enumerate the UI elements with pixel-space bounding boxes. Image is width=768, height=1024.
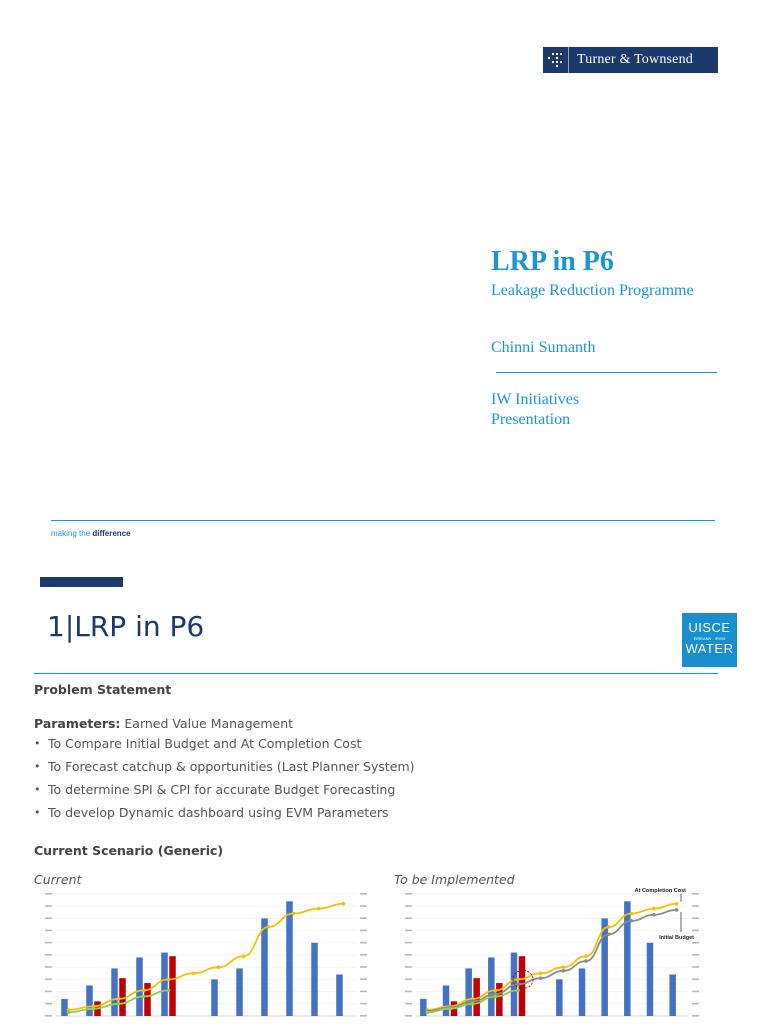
line-point — [539, 972, 543, 976]
y2-tick-label — [360, 893, 367, 895]
line-point — [217, 965, 221, 969]
bar — [601, 918, 608, 1016]
chart-implemented-label: To be Implemented — [394, 872, 515, 887]
bar — [556, 979, 563, 1016]
line-point — [562, 965, 566, 969]
y2-tick-label — [360, 942, 367, 944]
annotation-initial-budget: Initial Budget — [659, 935, 694, 941]
bar — [161, 953, 168, 1016]
line-point — [516, 989, 520, 993]
line-point — [607, 925, 611, 929]
y2-tick-label — [360, 978, 367, 980]
objective-list — [34, 736, 415, 828]
y2-tick-label — [692, 978, 699, 980]
bar — [443, 986, 450, 1017]
y2-tick-label — [692, 917, 699, 919]
line-point — [142, 995, 146, 999]
line-point — [117, 997, 121, 1001]
line-point — [448, 1007, 452, 1011]
line-point — [92, 1007, 96, 1011]
logo-line-3: WATER — [685, 641, 734, 656]
y-tick-label — [405, 966, 412, 968]
line-point — [675, 902, 679, 906]
line-point — [292, 912, 296, 916]
bar — [624, 901, 631, 1016]
annotation-at-completion-cost: At Completion Cost — [634, 888, 686, 894]
bar — [236, 968, 243, 1016]
bar — [336, 975, 343, 1016]
y-tick-label — [405, 893, 412, 895]
bar — [669, 975, 676, 1016]
line-point — [471, 1002, 475, 1006]
line-point — [584, 959, 588, 963]
event-line-2: Presentation — [491, 411, 571, 428]
tagline-prefix: making the — [51, 529, 93, 538]
y2-tick-label — [360, 954, 367, 956]
logo-text: Turner & Townsend — [577, 52, 693, 67]
presentation-subtitle: Leakage Reduction Programme — [491, 282, 694, 299]
bar — [311, 943, 318, 1016]
slide-title-divider — [34, 673, 718, 674]
line-point — [516, 982, 520, 986]
line-point — [67, 1011, 71, 1015]
y2-tick-label — [692, 905, 699, 907]
y-tick-label — [405, 954, 412, 956]
y-tick-label — [405, 978, 412, 980]
author-divider — [496, 372, 717, 373]
line-point — [675, 908, 679, 912]
bar — [61, 999, 68, 1016]
chart-implemented-svg — [394, 888, 714, 1024]
line-point — [117, 1002, 121, 1006]
line-point — [652, 913, 656, 917]
y-tick-label — [405, 930, 412, 932]
line-point — [494, 989, 498, 993]
author-name: Chinni Sumanth — [491, 339, 596, 356]
y-tick-label — [405, 917, 412, 919]
line-point — [652, 907, 656, 911]
y-tick-label — [45, 966, 52, 968]
line-point — [267, 925, 271, 929]
y-tick-label — [405, 1003, 412, 1005]
y-tick-label — [405, 1015, 412, 1017]
y-tick-label — [45, 1003, 52, 1005]
parameters-label: Parameters: — [34, 716, 121, 731]
slide-title: 1|LRP in P6 — [47, 610, 205, 643]
line-point — [584, 954, 588, 958]
line-point — [630, 919, 634, 923]
line-point — [539, 976, 543, 980]
bar — [111, 968, 118, 1016]
y2-tick-label — [692, 991, 699, 993]
y2-tick-label — [360, 966, 367, 968]
line-point — [342, 902, 346, 906]
chart-implemented — [394, 888, 714, 1024]
y2-tick-label — [360, 905, 367, 907]
y-tick-label — [45, 1015, 52, 1017]
chart-current-svg — [34, 888, 380, 1024]
list-item: • To Compare Initial Budget and At Completion Cost — [34, 736, 415, 759]
y2-tick-label — [360, 930, 367, 932]
y2-tick-label — [360, 1003, 367, 1005]
y-tick-label — [45, 905, 52, 907]
line-point — [317, 907, 321, 911]
y2-tick-label — [692, 1003, 699, 1005]
line-point — [494, 995, 498, 999]
uisce-eireann-logo — [682, 613, 737, 667]
bar — [420, 999, 427, 1016]
y2-tick-label — [360, 991, 367, 993]
logo-line-1: UISCE — [688, 620, 731, 635]
y-tick-label — [45, 978, 52, 980]
scenario-heading: Current Scenario (Generic) — [34, 843, 224, 858]
chart-current-label: Current — [34, 872, 82, 887]
bar — [286, 901, 293, 1016]
bar — [519, 956, 526, 1016]
line-point — [516, 978, 520, 982]
problem-heading: Problem Statement — [34, 682, 172, 697]
y-tick-label — [405, 942, 412, 944]
y-tick-label — [45, 954, 52, 956]
line-point — [167, 989, 171, 993]
bar — [211, 979, 218, 1016]
list-item: • To Forecast catchup & opportunities (Last Planner System) — [34, 759, 415, 782]
bar — [465, 968, 472, 1016]
turner-townsend-mark-icon — [543, 47, 569, 73]
line-point — [426, 1011, 430, 1015]
slide-header-bar — [40, 577, 123, 587]
turner-townsend-logo — [543, 47, 718, 73]
y2-tick-label — [692, 954, 699, 956]
footer-divider — [51, 520, 715, 521]
line-point — [192, 972, 196, 976]
bar — [488, 957, 495, 1016]
bar — [144, 983, 151, 1016]
bar — [86, 986, 93, 1017]
bar — [579, 968, 586, 1016]
logo-line-2: ÉIREANN : IRISH — [693, 636, 726, 641]
y2-tick-label — [360, 917, 367, 919]
event-name — [491, 390, 691, 430]
y-tick-label — [45, 991, 52, 993]
y-tick-label — [45, 942, 52, 944]
series-line — [427, 910, 676, 1011]
y2-tick-label — [692, 893, 699, 895]
bar — [169, 956, 176, 1016]
chart-current — [34, 888, 380, 1024]
y2-tick-label — [692, 966, 699, 968]
series-line — [69, 904, 344, 1010]
y-tick-label — [45, 930, 52, 932]
bar — [136, 957, 143, 1016]
series-line — [69, 990, 169, 1012]
y2-tick-label — [692, 1015, 699, 1017]
y2-tick-label — [692, 942, 699, 944]
parameters-line — [34, 716, 293, 731]
parameters-value: Earned Value Management — [120, 716, 294, 731]
tagline-bold: difference — [92, 529, 131, 538]
line-point — [167, 978, 171, 982]
line-point — [562, 969, 566, 973]
line-point — [630, 912, 634, 916]
list-item: • To develop Dynamic dashboard using EVM Parameters — [34, 805, 415, 828]
y-tick-label — [405, 991, 412, 993]
event-line-1: IW Initiatives — [491, 391, 580, 408]
y-tick-label — [45, 893, 52, 895]
presentation-title: LRP in P6 — [491, 246, 614, 277]
line-point — [242, 954, 246, 958]
tagline — [51, 529, 131, 538]
y2-tick-label — [692, 930, 699, 932]
line-point — [142, 989, 146, 993]
bar — [647, 943, 654, 1016]
y-tick-label — [405, 905, 412, 907]
line-point — [607, 932, 611, 936]
list-item: • To determine SPI & CPI for accurate Budget Forecasting — [34, 782, 415, 805]
bar — [261, 918, 268, 1016]
y2-tick-label — [360, 1015, 367, 1017]
y-tick-label — [45, 917, 52, 919]
